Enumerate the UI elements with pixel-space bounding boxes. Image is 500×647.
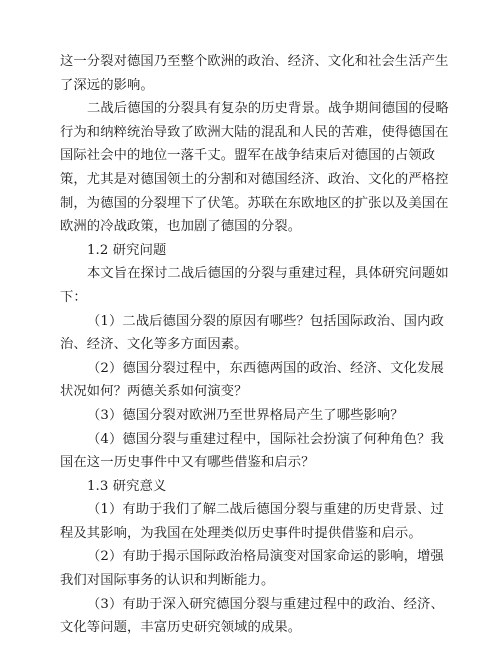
document-page <box>60 50 450 640</box>
paragraph-research-intro: 本文旨在探讨二战后德国的分裂与重建过程，具体研究问题如下： <box>60 266 449 305</box>
list-item-question-1: （1）二战后德国分裂的原因有哪些？包括国际政治、国内政治、经济、文化等多方面因素。 <box>60 313 444 353</box>
list-item-significance-3: （3）有助于深入研究德国分裂与重建过程中的政治、经济、文化等问题，丰富历史研究领域的成果。 <box>60 596 444 636</box>
list-item-question-3: （3）德国分裂对欧洲乃至世界格局产生了哪些影响？ <box>87 407 404 423</box>
list-item-significance-2: （2）有助于揭示国际政治格局演变对国家命运的影响，增强我们对国际事务的认识和判断能力。 <box>60 549 444 589</box>
list-item-question-4: （4）德国分裂与重建过程中，国际社会扮演了何种角色？我国在这一历史事件中又有哪些借鉴和启示？ <box>60 431 444 471</box>
section-heading-research-significance: 1.3 研究意义 <box>87 478 167 494</box>
paragraph-continuation: 这一分裂对德国乃至整个欧洲的政治、经济、文化和社会生活产生了深远的影响。 <box>60 54 449 93</box>
paragraph-background: 二战后德国的分裂具有复杂的历史背景。战争期间德国的侵略行为和纳粹统治导致了欧洲大陆的混乱和人民的苦难，使得德国在国际社会中的地位一落千丈。盟军在战争结束后对德国的占领政策，尤其是对德国领土的分割和对德国经济、政治、文化的严格控制，为德国的分裂埋下了伏笔。苏联在东欧地区的扩张以及美国在欧洲的冷战政策，也加剧了德国的分裂。 <box>60 101 449 235</box>
list-item-question-2: （2）德国分裂过程中，东西德两国的政治、经济、文化发展状况如何？两德关系如何演变？ <box>60 360 444 400</box>
list-item-significance-1: （1）有助于我们了解二战后德国分裂与重建的历史背景、过程及其影响，为我国在处理类似历史事件时提供借鉴和启示。 <box>60 502 444 541</box>
section-heading-research-questions: 1.2 研究问题 <box>87 242 167 258</box>
